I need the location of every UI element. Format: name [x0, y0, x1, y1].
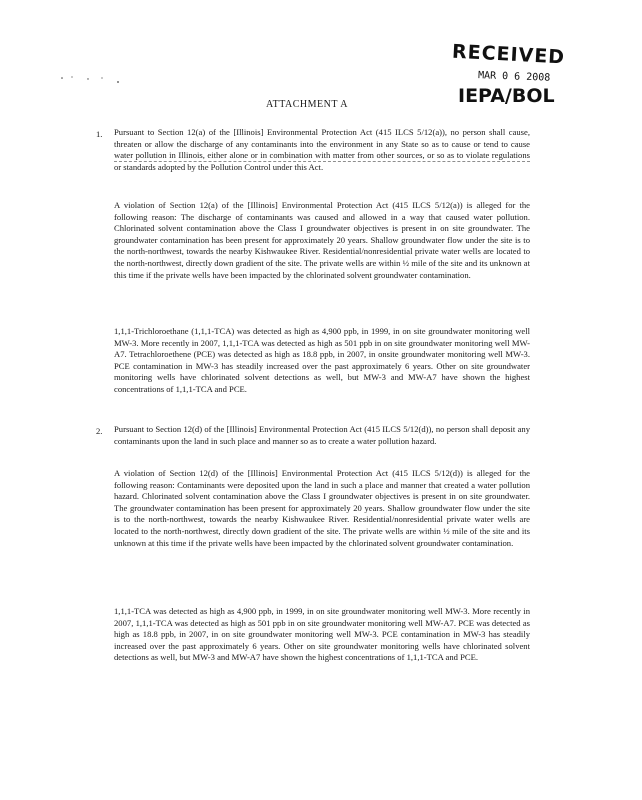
stamp-date: MAR 0 6 2008 — [477, 70, 551, 84]
item-2-detection: 1,1,1-TCA was detected as high as 4,900 ppb, in 1999, in on site groundwater monitoring well MW-3. More recently in 2007, 1,1,1-TCA was detected as high as 501 ppb in on site groundwater monitoring well MW-A7. PCE was detected as high as 18.8 ppb, in 2007, in on site groundwater monitoring well MW-3. PCE contamination in MW-3 has steadily increased over the past approximately 6 years. Other on site groundwater monitoring wells have chlorinated solvent detections as well, but MW-3 and MW-A7 have shown the highest concentrations of 1,1,1-TCA and PCE. — [114, 606, 530, 663]
item-1-number: 1. — [96, 129, 103, 139]
item-1-violation: A violation of Section 12(a) of the [Illinois] Environmental Protection Act (415 ILCS 5/12(a)) is alleged for the following reason: The discharge of contaminants was caused and allowed in a way that caused water pollution. Chlorinated solvent contamination above the Class I groundwater objectives is present in on site groundwater. The groundwater contamination has been present for approximately 20 years. Shallow groundwater flow under the site is to the north-northwest, towards the nearby Kishwaukee River. Residential/nonresidential private water wells are located to the north-northwest, directly down gradient of the site. The private wells are within ½ mile of the site and its unknown at this time if the private wells have been impacted by the chlorinated solvent groundwater contamination. — [114, 200, 530, 280]
item-2-number: 2. — [96, 426, 103, 436]
item-2-violation: A violation of Section 12(d) of the [Illinois] Environmental Protection Act (415 ILCS 5/12(d)) is alleged for the following reason: Contaminants were deposited upon the land in such a place and manner that created a water pollution hazard. Chlorinated solvent contamination above the Class I groundwater objectives is present in on site groundwater. The groundwater contamination has been present for approximately 20 years. Shallow groundwater flow under the site is to the north-northwest, towards the nearby Kishwaukee River. Residential/nonresidential private water wells are located to the north-northwest, directly down gradient of the site. The private wells are within ½ mile of the site and its unknown at this time if the private wells have been impacted by the chlorinated solvent groundwater contamination. — [114, 468, 530, 548]
item-1-detection: 1,1,1-Trichloroethane (1,1,1-TCA) was detected as high as 4,900 ppb, in 1999, in on site groundwater monitoring well MW-3. More recently in 2007, 1,1,1-TCA was detected as high as 501 ppb in on site groundwater monitoring well MW-A7. Tetrachloroethene (PCE) was detected as high as 18.8 ppb, in 2007, in onsite groundwater monitoring well MW-3. PCE contamination in MW-3 has steadily increased over the past approximately 6 years. Other on site groundwater monitoring wells have chlorinated solvent detections as well, but MW-3 and MW-A7 have shown the highest concentrations of 1,1,1-TCA and PCE. — [114, 326, 530, 394]
stamp-received-text: RECEIVED — [451, 40, 566, 69]
scan-artifact-line — [114, 161, 530, 162]
page-title: ATTACHMENT A — [266, 99, 348, 110]
item-1-statute: Pursuant to Section 12(a) of the [Illinois] Environmental Protection Act (415 ILCS 5/12(a)), no person shall cause, threaten or allow the discharge of any contaminants into the environment in any State so as to cause or tend to cause water pollution in Illinois, either alone or in combination with matter from other sources, or so as to violate regulations or standards adopted by the Pollution Control under this Act. — [114, 127, 530, 172]
stamp-agency: IEPA/BOL — [458, 85, 555, 107]
scan-specks — [58, 68, 138, 88]
item-2-statute: Pursuant to Section 12(d) of the [Illinois] Environmental Protection Act (415 ILCS 5/12(d)), no person shall deposit any contaminants upon the land in such place and manner so as to create a water pollution hazard. — [114, 424, 530, 446]
received-stamp — [451, 40, 582, 107]
